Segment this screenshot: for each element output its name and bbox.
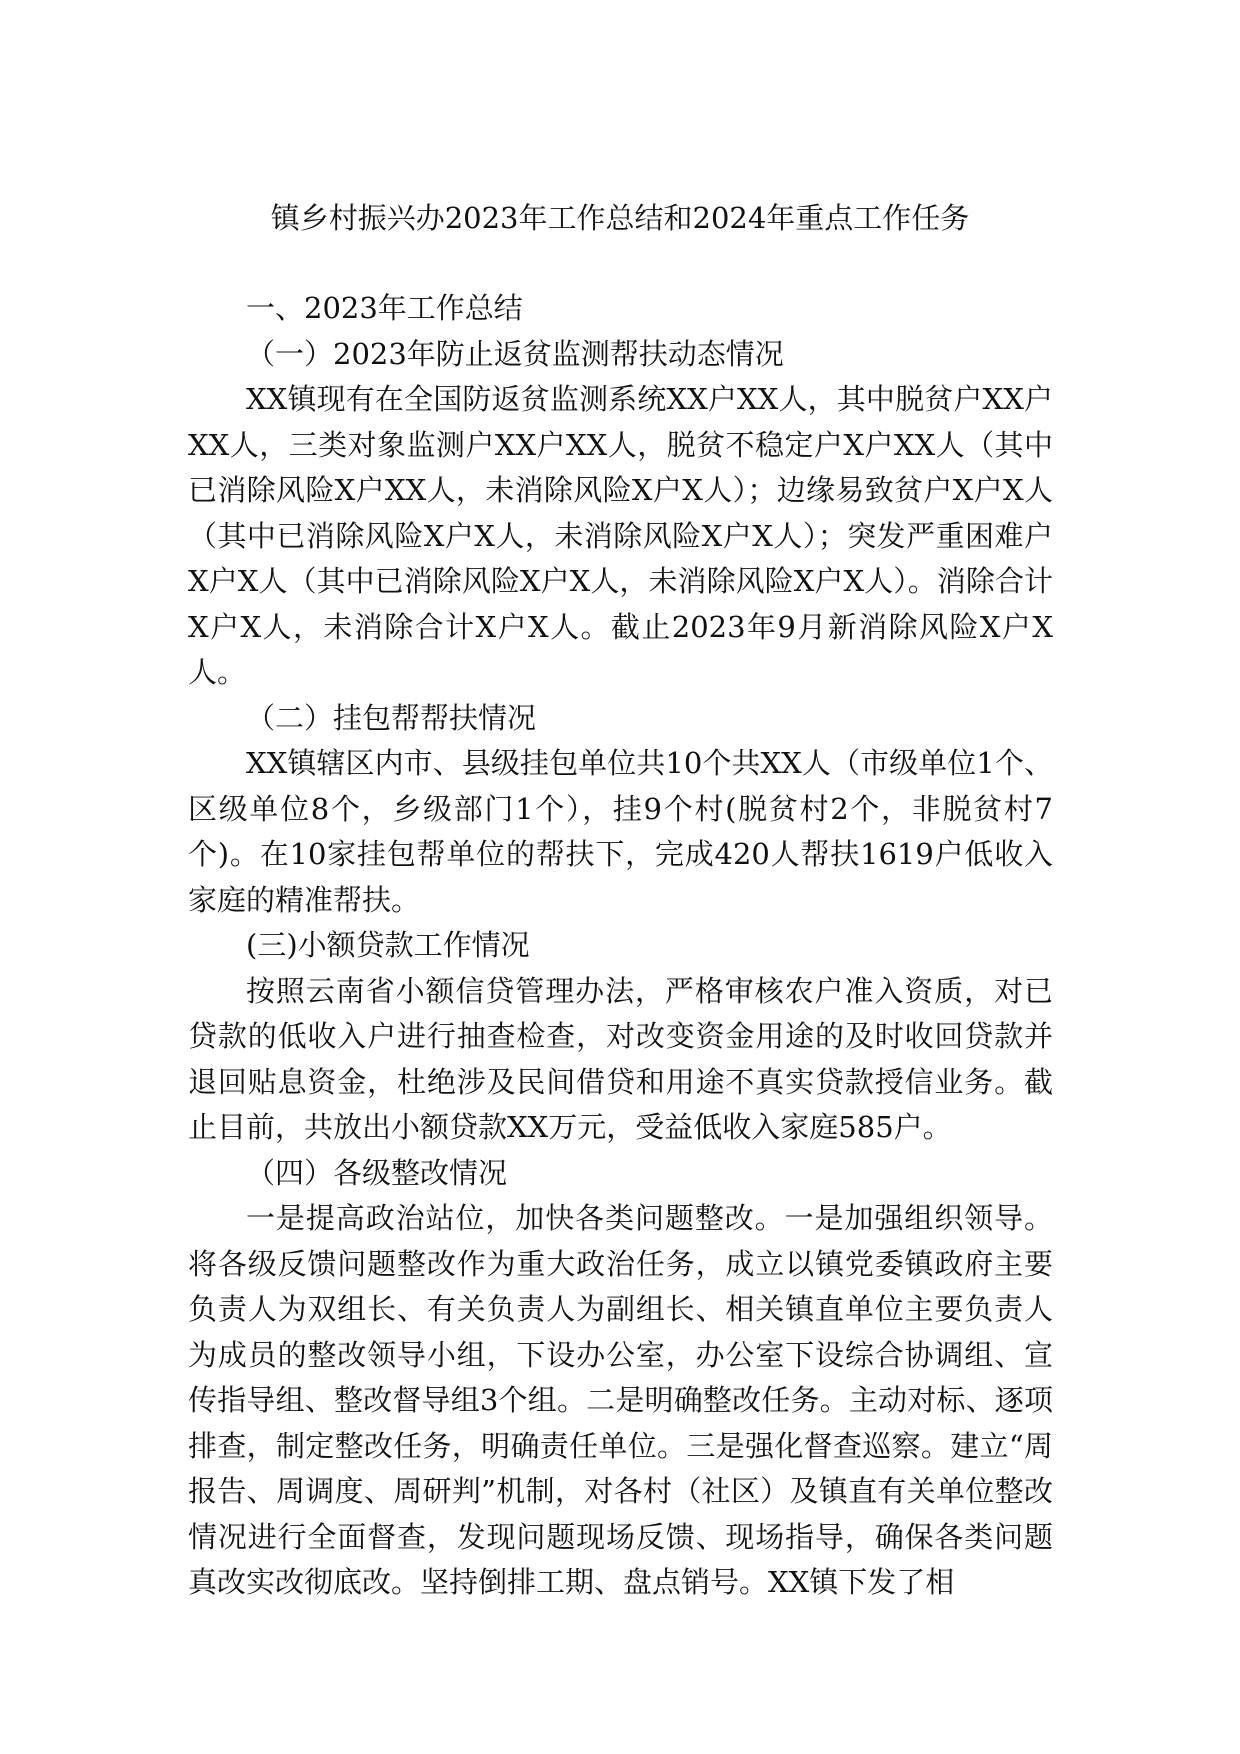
subsection-paragraph-2: XX镇辖区内市、县级挂包单位共10个共XX人（市级单位1个、区级单位8个，乡级部门1个），挂9个村(脱贫村2个，非脱贫村7个)。在10家挂包帮单位的帮扶下，完成420人帮扶1619户低收入家庭的精准帮扶。 [188,746,1053,917]
subsection-heading-1: （一）2023年防止返贫监测帮扶动态情况 [246,336,784,371]
document-title: 镇乡村振兴办2023年工作总结和2024年重点工作任务 [270,201,970,235]
subsection-paragraph-1: XX镇现有在全国防返贫监测系统XX户XX人，其中脱贫户XX户XX人，三类对象监测户XX户XX人，脱贫不稳定户X户XX人（其中已消除风险X户XX人，未消除风险X户X人）；边缘易致贫户X户X人（其中已消除风险X户X人，未消除风险X户X人）；突发严重困难户X户X人（其中已消除风险X户X人，未消除风险X户X人）。消除合计X户X人，未消除合计X户X人。截止2023年9月新消除风险X户X人。 [188,382,1053,689]
subsection-paragraph-3: 按照云南省小额信贷管理办法，严格审核农户准入资质，对已贷款的低收入户进行抽查检查，对改变资金用途的及时收回贷款并退回贴息资金，杜绝涉及民间借贷和用途不真实贷款授信业务。截止目前，共放出小额贷款XX万元，受益低收入家庭585户。 [188,973,1053,1144]
section-heading-1: 一、2023年工作总结 [246,291,523,325]
subsection-heading-3: (三)小额贷款工作情况 [246,928,530,962]
document-body [188,286,1053,1606]
subsection-paragraph-4: 一是提高政治站位，加快各类问题整改。一是加强组织领导。将各级反馈问题整改作为重大政治任务，成立以镇党委镇政府主要负责人为双组长、有关负责人为副组长、相关镇直单位主要负责人为成员的整改领导小组，下设办公室，办公室下设综合协调组、宣传指导组、整改督导组3个组。二是明确整改任务。主动对标、逐项排查，制定整改任务，明确责任单位。三是强化督查巡察。建立“周报告、周调度、周研判”机制，对各村（社区）及镇直有关单位整改情况进行全面督查，发现问题现场反馈、现场指导，确保各类问题真改实改彻底改。坚持倒排工期、盘点销号。XX镇下发了相 [188,1201,1053,1599]
subsection-heading-2: （二）挂包帮帮扶情况 [246,700,537,735]
subsection-heading-4: （四）各级整改情况 [246,1155,508,1190]
